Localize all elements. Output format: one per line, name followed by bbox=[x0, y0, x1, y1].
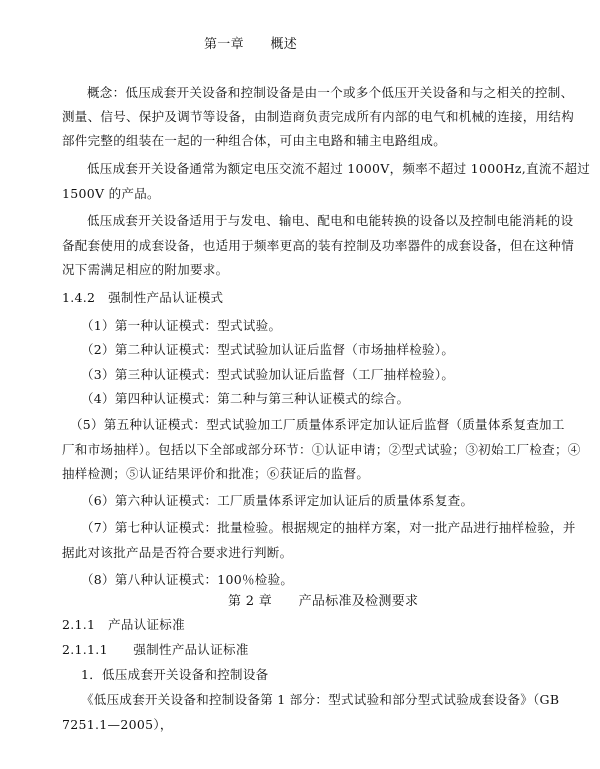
concept-line-3: 部件完整的组装在一起的一种组合体，可由主电路和辅主电路组成。 bbox=[62, 133, 447, 148]
usage-line-2: 备配套使用的成套设备，也适用于频率更高的装有控制及功率器件的成套设备，但在这种情 bbox=[62, 238, 575, 253]
concept-line-1: 概念：低压成套开关设备和控制设备是由一个或多个低压开关设备和与之相关的控制、 bbox=[87, 85, 574, 100]
chapter-1-title: 第一章 概述 bbox=[204, 37, 298, 52]
cert-mode-1: （1）第一种认证模式：型式试验。 bbox=[81, 318, 282, 333]
rating-line-2: 1500V 的产品。 bbox=[62, 186, 160, 201]
standard-citation-line-1: 《低压成套开关设备和控制设备第 1 部分：型式试验和部分型式试验成套设备》（GB bbox=[81, 692, 560, 707]
usage-line-1: 低压成套开关设备适用于与发电、输电、配电和电能转换的设备以及控制电能消耗的设 bbox=[87, 213, 574, 228]
cert-mode-8: （8）第八种认证模式：100％检验。 bbox=[81, 572, 294, 587]
chapter-2-title: 第 2 章 产品标准及检测要求 bbox=[228, 594, 419, 609]
item-1-low-voltage-switchgear: 1．低压成套开关设备和控制设备 bbox=[81, 667, 269, 682]
cert-mode-3: （3）第三种认证模式：型式试验加认证后监督（工厂抽样检验）。 bbox=[81, 367, 455, 382]
cert-mode-4: （4）第四种认证模式：第二种与第三种认证模式的综合。 bbox=[81, 391, 410, 406]
cert-mode-5-line-2: 厂和市场抽样）。包括以下全部或部分环节：①认证申请；②型式试验；③初始工厂检查；④ bbox=[62, 442, 581, 457]
standard-citation-line-2: 7251.1—2005）， bbox=[62, 717, 173, 732]
section-2-1-1-1-heading: 2.1.1.1 强制性产品认证标准 bbox=[62, 642, 249, 657]
cert-mode-6: （6）第六种认证模式：工厂质量体系评定加认证后的质量体系复查。 bbox=[81, 493, 474, 508]
concept-line-2: 测量、信号、保护及调节等设备，由制造商负责完成所有内部的电气和机械的连接，用结构 bbox=[62, 109, 575, 124]
section-1-4-2-heading: 1.4.2 强制性产品认证模式 bbox=[62, 290, 224, 305]
section-2-1-1-heading: 2.1.1 产品认证标准 bbox=[62, 617, 185, 632]
cert-mode-2: （2）第二种认证模式：型式试验加认证后监督（市场抽样检验）。 bbox=[81, 342, 455, 357]
cert-mode-7-line-1: （7）第七种认证模式：批量检验。根据规定的抽样方案，对一批产品进行抽样检验，并 bbox=[81, 520, 576, 535]
cert-mode-5-line-3: 抽样检测；⑤认证结果评价和批准；⑥获证后的监督。 bbox=[62, 466, 370, 481]
rating-line-1: 低压成套开关设备通常为额定电压交流不超过 1000V，频率不超过 1000Hz,直流不超过 bbox=[87, 161, 591, 176]
usage-line-3: 况下需满足相应的附加要求。 bbox=[62, 262, 229, 277]
cert-mode-7-line-2: 据此对该批产品是否符合要求进行判断。 bbox=[62, 545, 293, 560]
cert-mode-5-line-1: （5）第五种认证模式：型式试验加工厂质量体系评定加认证后监督（质量体系复查加工 bbox=[70, 417, 565, 432]
